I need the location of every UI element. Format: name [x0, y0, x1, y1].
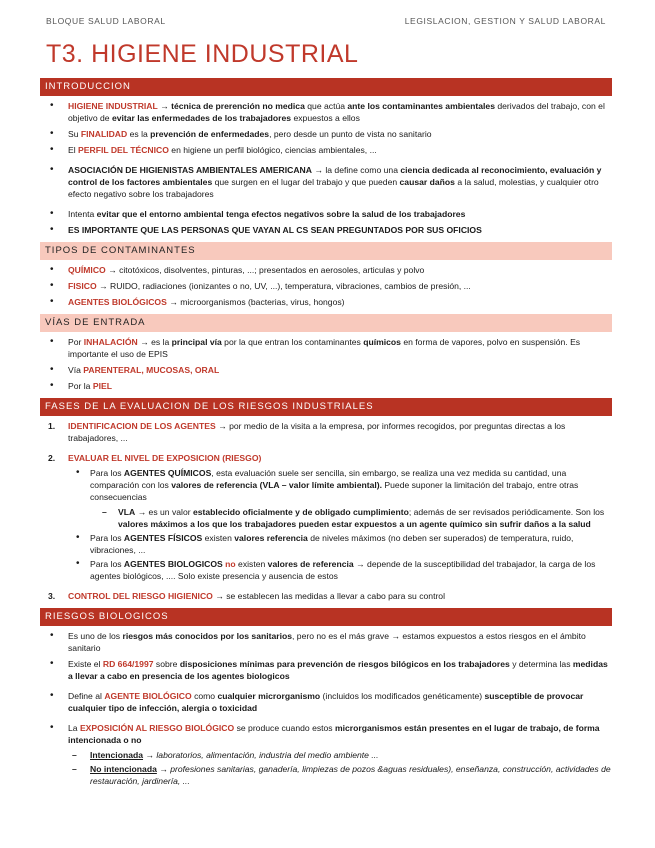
list-item: • ASOCIACIÓN DE HIGIENISTAS AMBIENTALES AMERICANA → la define como una ciencia dedicada al reconocimiento, evaluación y control de los factores ambientales que surgen en el lugar del trabajo y que pueden causar daños a la salud, molestias, y cualquier otro efecto negativo sobre los trabajadores — [40, 164, 612, 200]
list-item: 2. EVALUAR EL NIVEL DE EXPOSICION (RIESGO) • Para los AGENTES QUÍMICOS, esta evaluación suele ser sencilla, sin embargo, se realiza una vez medida su cantidad, una comparación con los valores de referencia (VLA – valor límite ambiental). Puede suponer la limitación del trabajo, entre otras consecuencias – VLA → es un valor establecido oficialmente y de obligado cumplimiento; además de ser revisados periódicamente. Son los valores máximos a los que los trabajadores pueden estar expuestos a un agente químico sin sufrir daños a la salud • Para los AGENTES FÍSICOS existen valores referencia de niveles máximos (no deben ser superados) de temperatura, ruido, vibraciones, ... • Para los AGENTES BIOLOGICOS no existen valores de referencia → depende de la susceptibilidad del trabajador, la carga de los agentes biológicos, .... Solo existe presencia y ausencia de estos — [40, 452, 612, 582]
section-heading-introduccion: INTRODUCCION — [40, 78, 612, 96]
document-body — [40, 72, 612, 791]
vias-list — [40, 336, 612, 392]
vla-sublist — [90, 506, 612, 530]
list-item: • Intenta evitar que el entorno ambiental tenga efectos negativos sobre la salud de los trabajadores — [40, 208, 612, 220]
fases-sublist — [68, 467, 612, 582]
list-item: • Es uno de los riesgos más conocidos por los sanitarios, pero no es el más grave → estamos expuestos a estos riesgos en el ámbito sanitario — [40, 630, 612, 654]
list-item: • El PERFIL DEL TÉCNICO en higiene un perfil biológico, ciencias ambientales, ... — [40, 144, 612, 156]
exposicion-sublist — [68, 749, 612, 787]
running-header-right: LEGISLACION, GESTION Y SALUD LABORAL — [404, 16, 606, 26]
list-item: • Por la PIEL — [40, 380, 612, 392]
intro-list — [40, 100, 612, 236]
section-heading-fases: FASES DE LA EVALUACION DE LOS RIESGOS INDUSTRIALES — [40, 398, 612, 416]
section-heading-riesgos-biologicos: RIESGOS BIOLOGICOS — [40, 608, 612, 626]
list-item: • HIGIENE INDUSTRIAL → técnica de prerención no medica que actúa ante los contaminantes ambientales derivados del trabajo, con el objetivo de evitar las enfermedades de los trabajadores expuestos a ellos — [40, 100, 612, 124]
list-item: • Existe el RD 664/1997 sobre disposiciones mínimas para prevención de riesgos bilógicos en los trabajadores y determina las medidas a llevar a cabo en presencia de los agentes biologicos — [40, 658, 612, 682]
list-item: • Su FINALIDAD es la prevención de enfermedades, pero desde un punto de vista no sanitario — [40, 128, 612, 140]
bio-list — [40, 630, 612, 787]
page-title: T3. HIGIENE INDUSTRIAL — [46, 40, 359, 68]
list-item: • Define al AGENTE BIOLÓGICO como cualquier microrganismo (incluidos los modificados genéticamente) susceptible de provocar cualquier tipo de infección, alergia o toxicidad — [40, 690, 612, 714]
list-item: • FISICO → RUIDO, radiaciones (ionizantes o no, UV, ...), temperatura, vibraciones, cambios de presión, ... — [40, 280, 612, 292]
section-heading-vias: VÍAS DE ENTRADA — [40, 314, 612, 332]
list-item: 3. CONTROL DEL RIESGO HIGIENICO → se establecen las medidas a llevar a cabo para su control — [48, 591, 446, 601]
list-item: – No intencionada → profesiones sanitarias, ganadería, limpiezas de pozos &aguas residuales), enseñanza, construcción, actividades de restauración, jardinería, ... — [68, 763, 612, 787]
list-item: • La EXPOSICIÓN AL RIESGO BIOLÓGICO se produce cuando estos microrganismos están presentes en el lugar de trabajo, de forma intencionada o no – Intencionada → laboratorios, alimentación, industria del medio ambiente ... – No intencionada → profesiones sanitarias, ganadería, limpiezas de pozos &aguas residuales), enseñanza, construcción, actividades de restauración, jardinería, ... — [40, 722, 612, 787]
list-item: • Por INHALACIÓN → es la principal vía por la que entran los contaminantes químicos en forma de vapores, polvo en suspensión. Es importante el uso de EPIS — [40, 336, 612, 360]
tipos-list — [40, 264, 612, 308]
running-header-left: BLOQUE SALUD LABORAL — [46, 16, 166, 26]
list-item: • Para los AGENTES FÍSICOS existen valores referencia de niveles máximos (no deben ser superados) de temperatura, ruido, vibraciones, ... — [68, 532, 612, 556]
list-item: • QUÍMICO → citotóxicos, disolventes, pinturas, ...; presentados en aerosoles, articulas y polvo — [40, 264, 612, 276]
list-item: – VLA → es un valor establecido oficialmente y de obligado cumplimiento; además de ser revisados periódicamente. Son los valores máximos a los que los trabajadores pueden estar expuestos a un agente químico sin sufrir daños a la salud — [90, 506, 612, 530]
list-item: • AGENTES BIOLÓGICOS → microorganismos (bacterias, virus, hongos) — [40, 296, 612, 308]
list-item: 1. IDENTIFICACION DE LOS AGENTES → por medio de la visita a la empresa, por informes recogidos, por preguntas directas a los trabajadores, ... — [48, 421, 566, 443]
list-item: • Para los AGENTES BIOLOGICOS no existen valores de referencia → depende de la susceptibilidad del trabajador, la carga de los agentes biológicos, .... Solo existe presencia y ausencia de estos — [68, 558, 612, 582]
list-item: • Para los AGENTES QUÍMICOS, esta evaluación suele ser sencilla, sin embargo, se realiza una vez medida su cantidad, una comparación con los valores de referencia (VLA – valor límite ambiental). Puede suponer la limitación del trabajo, entre otras consecuencias – VLA → es un valor establecido oficialmente y de obligado cumplimiento; además de ser revisados periódicamente. Son los valores máximos a los que los trabajadores pueden estar expuestos a un agente químico sin sufrir daños a la salud — [68, 467, 612, 530]
list-item: • ES IMPORTANTE QUE LAS PERSONAS QUE VAYAN AL CS SEAN PREGUNTADOS POR SUS OFICIOS — [40, 224, 612, 236]
list-item: – Intencionada → laboratorios, alimentación, industria del medio ambiente ... — [68, 749, 612, 761]
fases-list — [40, 420, 612, 602]
section-heading-tipos: TIPOS DE CONTAMINANTES — [40, 242, 612, 260]
list-item: • Vía PARENTERAL, MUCOSAS, ORAL — [40, 364, 612, 376]
